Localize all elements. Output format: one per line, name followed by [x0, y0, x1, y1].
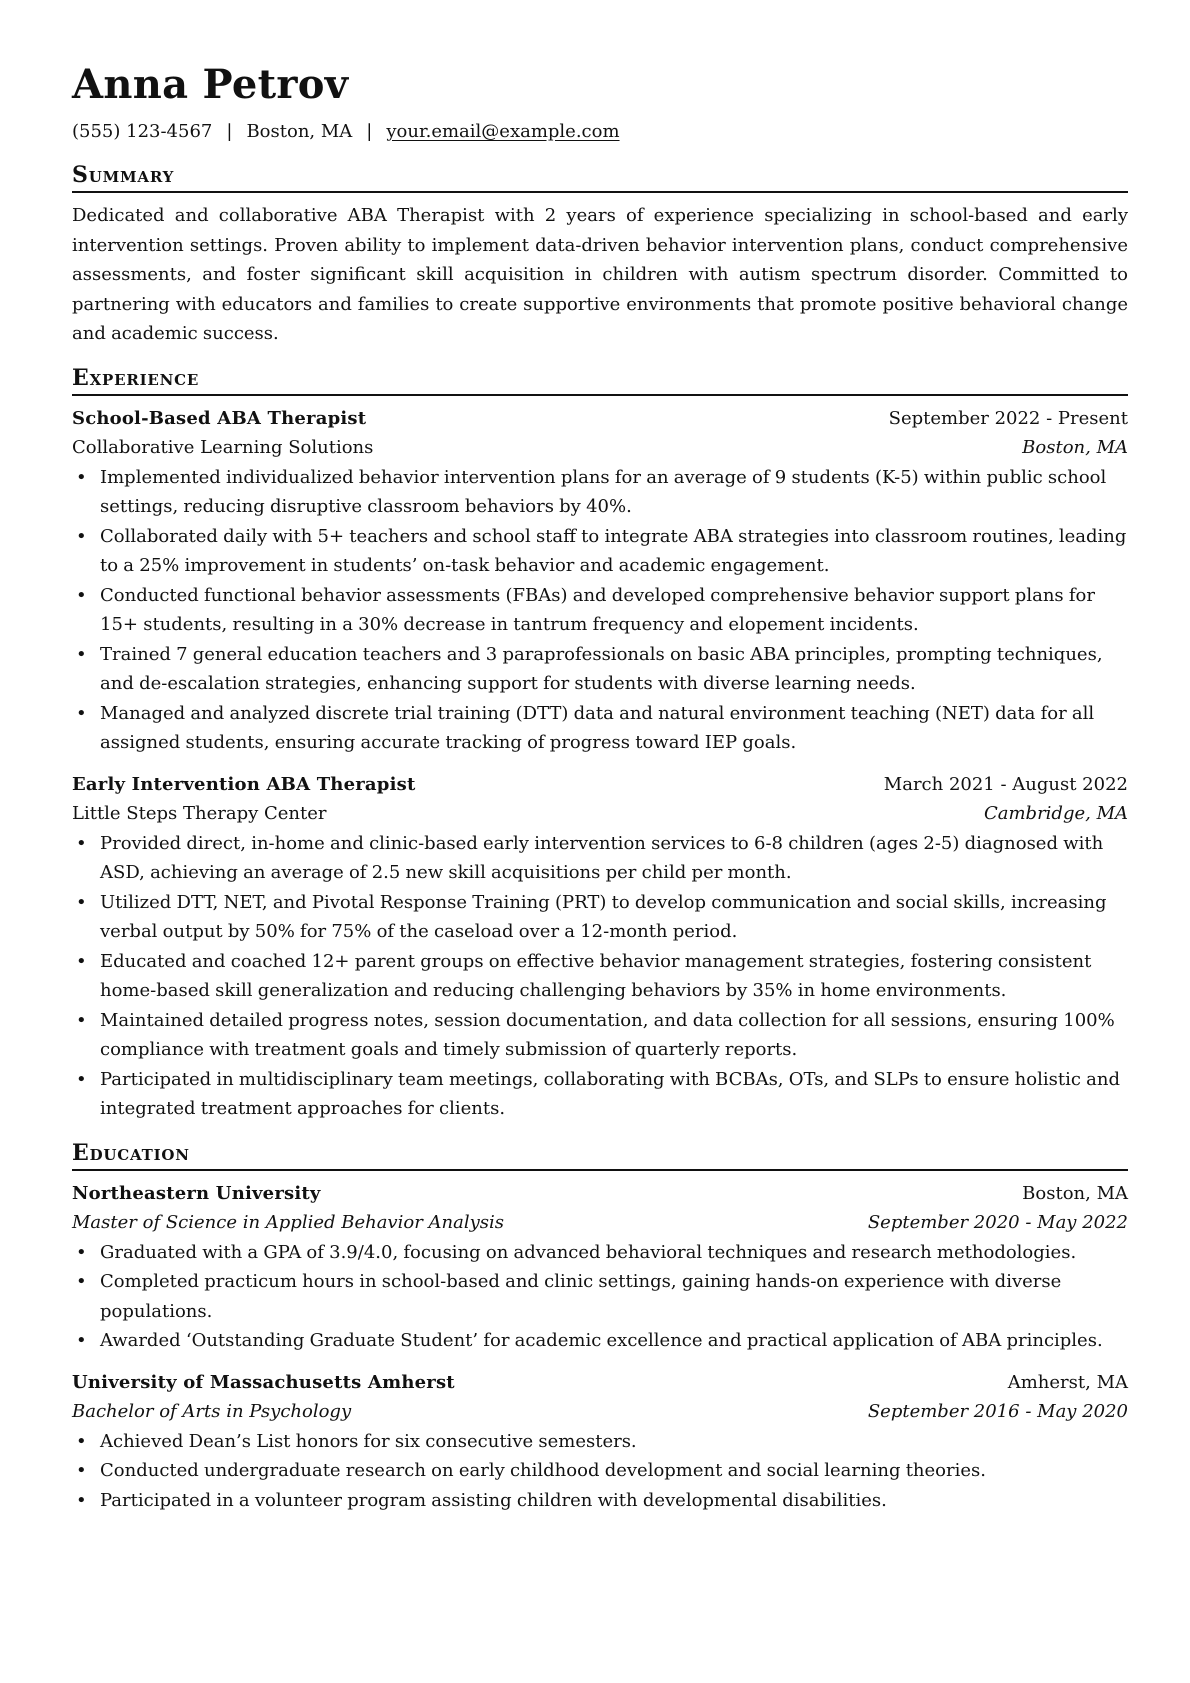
- bullet-text: Provided direct, in-home and clinic-based early intervention services to 6-8 children (ages 2-5) diagnosed with ASD, achieving an average of 2.5 new skill acquisitions per child per month.: [100, 832, 1104, 883]
- bullet-icon: •: [76, 1460, 87, 1481]
- bullet-icon: •: [76, 891, 87, 913]
- list-item: [72, 1006, 1128, 1065]
- school-dates: September 2016 - May 2020: [867, 1401, 1128, 1422]
- contact-line: [72, 118, 1128, 146]
- school-location: Amherst, MA: [1007, 1371, 1128, 1393]
- list-item: [72, 1267, 1128, 1326]
- bullet-text: Completed practicum hours in school-based and clinic settings, gaining hands-on experience with diverse populations.: [100, 1271, 1062, 1322]
- resume-header: [72, 58, 1128, 146]
- education-entry: [72, 1179, 1128, 1356]
- entry-heading-row: [72, 1368, 1128, 1398]
- bullet-icon: •: [76, 1241, 87, 1263]
- job-company: Collaborative Learning Solutions: [72, 437, 374, 458]
- school-name: Northeastern University: [72, 1182, 321, 1204]
- list-item: [72, 581, 1128, 640]
- candidate-name: Anna Petrov: [72, 61, 349, 108]
- section-title-experience: Experience: [72, 363, 1128, 396]
- job-role: Early Intervention ABA Therapist: [72, 773, 416, 795]
- job-location: Boston, MA: [1022, 437, 1128, 458]
- list-item: [72, 1427, 1128, 1457]
- education-section: [72, 1138, 1128, 1516]
- list-item: [72, 1238, 1128, 1268]
- entry-subheading-row: [72, 433, 1128, 463]
- bullet-icon: •: [76, 832, 87, 854]
- list-item: [72, 888, 1128, 947]
- education-entry: [72, 1368, 1128, 1516]
- job-role: School-Based ABA Therapist: [72, 407, 367, 429]
- experience-entry: [72, 404, 1128, 758]
- entry-subheading-row: [72, 799, 1128, 829]
- summary-text: Dedicated and collaborative ABA Therapist with 2 years of experience specializing in school-based and early intervention settings. Proven ability to implement data-driven behavior intervention plans, conduct comprehensive assessments, and foster significant skill acquisition in children with autism spectrum disorder. Committed to partnering with educators and families to create supportive environments that promote positive behavioral change and academic success.: [72, 205, 1128, 344]
- bullet-icon: •: [76, 1330, 87, 1351]
- bullet-text: Educated and coached 12+ parent groups on effective behavior management strategies, fostering consistent home-based skill generalization and reducing challenging behaviors by 35% in home environments.: [100, 950, 1092, 1001]
- entry-heading-row: [72, 404, 1128, 434]
- bullet-icon: •: [76, 950, 87, 972]
- school-dates: September 2020 - May 2022: [867, 1212, 1128, 1233]
- school-name: University of Massachusetts Amherst: [72, 1371, 455, 1393]
- job-location: Cambridge, MA: [983, 803, 1128, 824]
- list-item: [72, 829, 1128, 888]
- section-title-education: Education: [72, 1138, 1128, 1171]
- education-bullets: [72, 1427, 1128, 1516]
- bullet-icon: •: [76, 702, 87, 724]
- list-item: [72, 640, 1128, 699]
- summary-section: [72, 160, 1128, 349]
- list-item: [72, 1326, 1128, 1356]
- bullet-text: Awarded ‘Outstanding Graduate Student’ for academic excellence and practical application of ABA principles.: [100, 1330, 1103, 1351]
- job-dates: September 2022 - Present: [888, 407, 1128, 429]
- list-item: [72, 1065, 1128, 1124]
- experience-section: [72, 363, 1128, 1124]
- bullet-text: Participated in a volunteer program assisting children with developmental disabilities.: [100, 1489, 887, 1511]
- email-link[interactable]: your.email@example.com: [386, 121, 620, 142]
- job-company: Little Steps Therapy Center: [72, 803, 327, 824]
- bullet-icon: •: [76, 525, 87, 547]
- experience-entry: [72, 770, 1128, 1124]
- bullet-text: Trained 7 general education teachers and 3 paraprofessionals on basic ABA principles, prompting techniques, and de-escalation strategies, enhancing support for students with diverse learning needs.: [100, 643, 1103, 694]
- education-bullets: [72, 1238, 1128, 1356]
- bullet-icon: •: [76, 466, 87, 488]
- bullet-text: Managed and analyzed discrete trial training (DTT) data and natural environment teaching (NET) data for all assigned students, ensuring accurate tracking of progress toward IEP goals.: [100, 702, 1095, 753]
- bullet-text: Graduated with a GPA of 3.9/4.0, focusing on advanced behavioral techniques and research methodologies.: [100, 1241, 1077, 1263]
- bullet-icon: •: [76, 1068, 87, 1090]
- list-item: [72, 947, 1128, 1006]
- bullet-text: Conducted functional behavior assessments (FBAs) and developed comprehensive behavior support plans for 15+ students, resulting in a 30% decrease in tantrum frequency and elopement incidents.: [100, 584, 1095, 635]
- entry-subheading-row: [72, 1397, 1128, 1427]
- bullet-text: Collaborated daily with 5+ teachers and school staff to integrate ABA strategies into classroom routines, leading to a 25% improvement in students’ on-task behavior and academic engagement.: [100, 525, 1127, 576]
- entry-heading-row: [72, 770, 1128, 800]
- section-title-summary: Summary: [72, 160, 1128, 193]
- bullet-icon: •: [76, 584, 87, 606]
- bullet-icon: •: [76, 1489, 87, 1511]
- contact-separator: |: [226, 121, 233, 142]
- bullet-text: Maintained detailed progress notes, session documentation, and data collection for all sessions, ensuring 100% compliance with treatment goals and timely submission of quarterly reports.: [100, 1009, 1115, 1060]
- job-bullets: [72, 829, 1128, 1124]
- job-bullets: [72, 463, 1128, 758]
- bullet-text: Utilized DTT, NET, and Pivotal Response Training (PRT) to develop communication and social skills, increasing verbal output by 50% for 75% of the caseload over a 12-month period.: [100, 891, 1107, 942]
- bullet-icon: •: [76, 1430, 87, 1452]
- bullet-icon: •: [76, 1271, 87, 1292]
- list-item: [72, 1486, 1128, 1516]
- bullet-text: Conducted undergraduate research on early childhood development and social learning theories.: [100, 1460, 986, 1481]
- degree: Master of Science in Applied Behavior Analysis: [72, 1212, 504, 1233]
- phone-number: (555) 123-4567: [72, 121, 213, 142]
- contact-separator: |: [366, 121, 373, 142]
- location: Boston, MA: [246, 121, 353, 142]
- list-item: [72, 522, 1128, 581]
- list-item: [72, 463, 1128, 522]
- bullet-icon: •: [76, 1009, 87, 1031]
- job-dates: March 2021 - August 2022: [883, 773, 1128, 795]
- entry-subheading-row: [72, 1208, 1128, 1238]
- bullet-text: Achieved Dean’s List honors for six consecutive semesters.: [100, 1430, 637, 1452]
- bullet-text: Implemented individualized behavior intervention plans for an average of 9 students (K-5) within public school settings, reducing disruptive classroom behaviors by 40%.: [100, 466, 1107, 517]
- bullet-text: Participated in multidisciplinary team meetings, collaborating with BCBAs, OTs, and SLPs to ensure holistic and integrated treatment approaches for clients.: [100, 1068, 1120, 1119]
- list-item: [72, 1456, 1128, 1486]
- bullet-icon: •: [76, 643, 87, 665]
- list-item: [72, 699, 1128, 758]
- school-location: Boston, MA: [1022, 1182, 1128, 1204]
- entry-heading-row: [72, 1179, 1128, 1209]
- degree: Bachelor of Arts in Psychology: [72, 1401, 352, 1422]
